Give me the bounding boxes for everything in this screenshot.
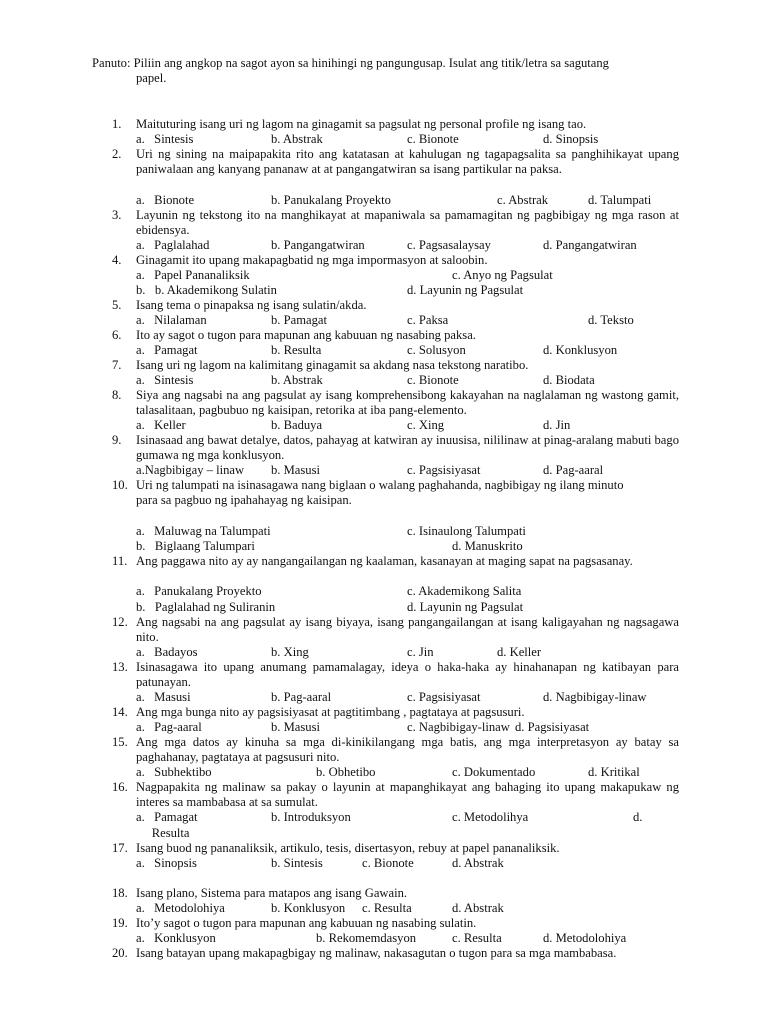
answer-choice: a. Masusi: [136, 690, 191, 705]
choice-row: [0, 463, 768, 478]
choice-row: [0, 418, 768, 433]
choice-row: [0, 539, 768, 554]
answer-choice: b. Abstrak: [271, 373, 323, 388]
question-number: 3.: [112, 208, 122, 222]
instructions: [92, 56, 682, 86]
question-text: Ito ay sagot o tugon para mapunan ang kabuuan ng nasabing paksa.: [136, 328, 476, 342]
answer-choice: b. Xing: [271, 645, 309, 660]
answer-choice: d. Kritikal: [588, 765, 640, 780]
answer-choice: c. Xing: [407, 418, 445, 433]
question-number: 7.: [112, 358, 122, 372]
answer-choice: Resulta: [136, 825, 190, 840]
answer-choice: c. Bionote: [407, 132, 459, 147]
question-text: Siya ang nagsabi na ang pagsulat ay isang komprehensibong kakayahan na naglalaman ng wastong gamit, talasalitaan, pagbubuo ng kaisipan, retorika at iba pang-elemento.: [136, 388, 679, 418]
answer-choice: b. Rekomemdasyon: [316, 931, 417, 946]
answer-choice: a. Bionote: [136, 192, 195, 207]
question-text: Nagpapakita ng malinaw sa pakay o layunin at mapanghikayat ang bahaging ito upang makapukaw ng interes sa mambabasa at sa sumulat.: [136, 780, 679, 810]
question-number: 18.: [112, 886, 128, 900]
question-text: Ang nagsabi na ang pagsulat ay isang biyaya, isang pangangailangan at isang kaligayahan ng nagsagawa nito.: [136, 615, 679, 645]
answer-choice: b. Paglalahad ng Suliranin: [136, 599, 276, 614]
choice-row: [0, 238, 768, 253]
answer-choice: b. Biglaang Talumpari: [136, 538, 255, 553]
answer-choice: a.Nagbibigay – linaw: [136, 463, 245, 478]
answer-choice: d. Layunin ng Pagsulat: [407, 283, 524, 298]
question-number: 19.: [112, 916, 128, 930]
answer-choice: b. Introduksyon: [271, 810, 351, 825]
answer-choice: d. Abstrak: [452, 901, 504, 916]
answer-choice: a. Paglalahad: [136, 238, 210, 253]
answer-choice: c. Paksa: [407, 313, 449, 328]
answer-choice: b. Resulta: [271, 343, 322, 358]
choice-row: [0, 132, 768, 147]
answer-choice: b. Abstrak: [271, 132, 323, 147]
answer-choice: c. Akademikong Salita: [407, 584, 522, 599]
answer-choice: a. Sinopsis: [136, 856, 197, 871]
choice-row: [0, 193, 768, 208]
answer-choice: b. Konklusyon: [271, 901, 346, 916]
question-number: 20.: [112, 946, 128, 960]
question-text: Isang uri ng lagom na kalimitang ginagamit sa akdang nasa tekstong naratibo.: [136, 358, 529, 372]
choice-row: [0, 524, 768, 539]
question-text: Ang mga datos ay kinuha sa mga di-kinikilangang mga batis, ang mga interpretasyon ay batay sa paghahanay, pagtataya at pagsusuri nito.: [136, 735, 679, 765]
question-number: 1.: [112, 117, 122, 131]
question-number: 4.: [112, 253, 122, 267]
answer-choice: a. Pag-aaral: [136, 720, 202, 735]
answer-choice: b. Masusi: [271, 720, 320, 735]
answer-choice: a. Sintesis: [136, 132, 194, 147]
question-number: 2.: [112, 147, 122, 161]
answer-choice: a. Konklusyon: [136, 931, 216, 946]
answer-choice: d. Pag-aaral: [543, 463, 604, 478]
choice-row: [0, 901, 768, 916]
answer-choice: a. Sintesis: [136, 373, 194, 388]
answer-choice: d.: [633, 810, 643, 825]
choice-row: [0, 600, 768, 615]
answer-choice: b. Pag-aaral: [271, 690, 332, 705]
question-number: 17.: [112, 841, 128, 855]
answer-choice: d. Teksto: [588, 313, 634, 328]
answer-choice: a. Pamagat: [136, 343, 198, 358]
question-number: 11.: [112, 554, 128, 568]
answer-choice: c. Metodolihya: [452, 810, 529, 825]
answer-choice: a. Papel Pananaliksik: [136, 268, 250, 283]
choice-row: [0, 584, 768, 599]
answer-choice: c. Nagbibigay-linaw: [407, 720, 510, 735]
choice-row: [0, 343, 768, 358]
answer-choice: b. Masusi: [271, 463, 320, 478]
question-text: Isang tema o pinapaksa ng isang sulatin/akda.: [136, 298, 367, 312]
question-number: 10.: [112, 478, 128, 492]
choice-row: [0, 826, 768, 841]
answer-choice: a. Subhektibo: [136, 765, 212, 780]
question-text: Uri ng talumpati na isinasagawa nang biglaan o walang paghahanda, nagbibigay ng ilang minuto para sa pagbuo ng ipahahayag ng kaisipan.: [136, 478, 624, 508]
question-number: 8.: [112, 388, 122, 402]
answer-choice: c. Pagsasalaysay: [407, 238, 491, 253]
question-text: Ang paggawa nito ay ay nangangailangan ng kaalaman, kasanayan at maging sapat na pagsasanay.: [136, 554, 633, 568]
answer-choice: c. Bionote: [407, 373, 459, 388]
answer-choice: d. Pagsisiyasat: [515, 720, 590, 735]
answer-choice: c. Pagsisiyasat: [407, 690, 481, 705]
question-text: Isang batayan upang makapagbigay ng malinaw, nakasagutan o tugon para sa mga mambabasa.: [136, 946, 617, 960]
answer-choice: d. Talumpati: [588, 192, 652, 207]
choice-row: [0, 283, 768, 298]
question-text: Isang buod ng pananaliksik, artikulo, tesis, disertasyon, rebuy at papel pananaliksik.: [136, 841, 560, 855]
question-number: 9.: [112, 433, 122, 447]
answer-choice: c. Resulta: [362, 901, 412, 916]
question-text: Ginagamit ito upang makapagbatid ng mga impormasyon at saloobin.: [136, 253, 488, 267]
answer-choice: b. Baduya: [271, 418, 323, 433]
question-text: Layunin ng tekstong ito na manghikayat at mapaniwala sa pamamagitan ng pagbibigay ng mga rason at ebidensya.: [136, 208, 679, 238]
answer-choice: d. Sinopsis: [543, 132, 599, 147]
choice-row: [0, 313, 768, 328]
question-number: 5.: [112, 298, 122, 312]
answer-choice: c. Resulta: [452, 931, 502, 946]
answer-choice: b. Panukalang Proyekto: [271, 192, 391, 207]
question-text: Ito’y sagot o tugon para mapunan ang kabuuan ng nasabing sulatin.: [136, 916, 477, 930]
answer-choice: d. Abstrak: [452, 856, 504, 871]
question-text: Maituturing isang uri ng lagom na ginagamit sa pagsulat ng personal profile ng isang tao.: [136, 117, 587, 131]
answer-choice: c. Abstrak: [497, 192, 549, 207]
choice-row: [0, 268, 768, 283]
question-number: 6.: [112, 328, 122, 342]
answer-choice: c. Anyo ng Pagsulat: [452, 268, 553, 283]
question-number: 12.: [112, 615, 128, 629]
instructions-line-2: papel.: [136, 71, 167, 86]
question-number: 13.: [112, 660, 128, 674]
answer-choice: c. Bionote: [362, 856, 414, 871]
answer-choice: a. Metodolohiya: [136, 901, 225, 916]
answer-choice: d. Konklusyon: [543, 343, 618, 358]
answer-choice: a. Badayos: [136, 645, 198, 660]
choice-row: [0, 810, 768, 825]
choice-row: [0, 373, 768, 388]
question-text: Uri ng sining na maipapakita rito ang katatasan at kahulugan ng tagapagsalita sa panghihikayat upang paniwalaan ang kanyang pananaw at at pangangatwiran sa isang partikular na paksa.: [136, 147, 679, 177]
choice-row: [0, 856, 768, 871]
choice-row: [0, 765, 768, 780]
answer-choice: a. Maluwag na Talumpati: [136, 523, 271, 538]
question-text: Isinasaad ang bawat detalye, datos, pahayag at katwiran ay inuusisa, nililinaw at pinag-aralang mabuti bago gumawa ng mga konklusyon.: [136, 433, 679, 463]
question-number: 16.: [112, 780, 128, 794]
answer-choice: d. Keller: [497, 645, 542, 660]
answer-choice: a. Keller: [136, 418, 186, 433]
choice-row: [0, 720, 768, 735]
question-number: 15.: [112, 735, 128, 749]
answer-choice: c. Dokumentado: [452, 765, 536, 780]
choice-row: [0, 645, 768, 660]
answer-choice: d. Layunin ng Pagsulat: [407, 599, 524, 614]
answer-choice: b. b. Akademikong Sulatin: [136, 283, 277, 298]
answer-choice: a. Pamagat: [136, 810, 198, 825]
answer-choice: d. Metodolohiya: [543, 931, 627, 946]
answer-choice: b. Pamagat: [271, 313, 327, 328]
answer-choice: d. Biodata: [543, 373, 595, 388]
choice-row: [0, 931, 768, 946]
answer-choice: a. Nilalaman: [136, 313, 207, 328]
question-number: 14.: [112, 705, 128, 719]
answer-choice: b. Obhetibo: [316, 765, 376, 780]
answer-choice: c. Jin: [407, 645, 434, 660]
instructions-line-1: Panuto: Piliin ang angkop na sagot ayon sa hinihingi ng pangungusap. Isulat ang titik/letra sa sagutang: [92, 56, 609, 70]
answer-choice: c. Isinaulong Talumpati: [407, 523, 526, 538]
answer-choice: a. Panukalang Proyekto: [136, 584, 262, 599]
question-text: Isang plano, Sistema para matapos ang isang Gawain.: [136, 886, 408, 900]
answer-choice: b. Sintesis: [271, 856, 323, 871]
question-text: Isinasagawa ito upang anumang pamamalagay, ideya o haka-haka ay hinahanapan ng katibayan para patunayan.: [136, 660, 679, 690]
answer-choice: d. Jin: [543, 418, 571, 433]
answer-choice: d. Manuskrito: [452, 538, 523, 553]
answer-choice: d. Nagbibigay-linaw: [543, 690, 647, 705]
answer-choice: b. Pangangatwiran: [271, 238, 365, 253]
question-text: Ang mga bunga nito ay pagsisiyasat at pagtitimbang , pagtataya at pagsusuri.: [136, 705, 525, 719]
choice-row: [0, 690, 768, 705]
answer-choice: c. Pagsisiyasat: [407, 463, 481, 478]
answer-choice: d. Pangangatwiran: [543, 238, 637, 253]
answer-choice: c. Solusyon: [407, 343, 466, 358]
